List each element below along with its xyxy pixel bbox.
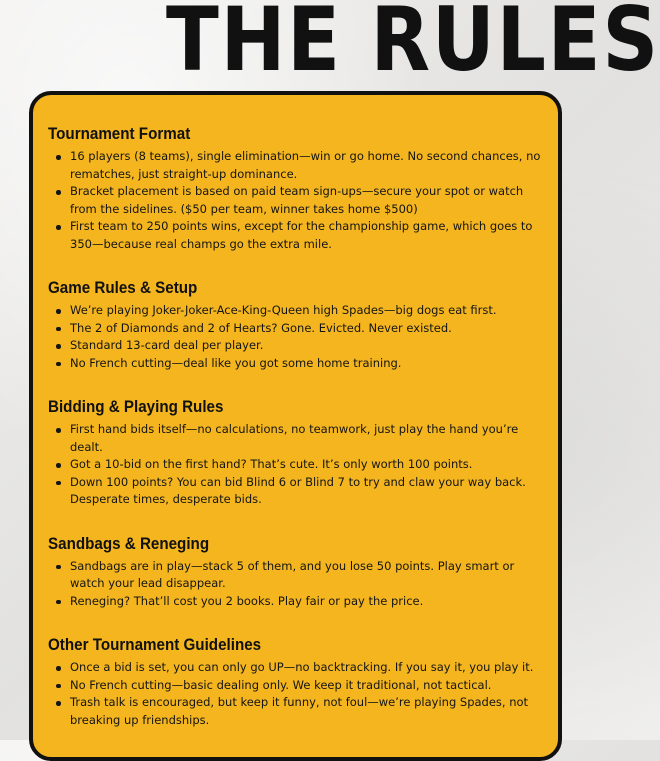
rules-list xyxy=(48,148,546,253)
list-item: No French cutting—deal like you got some home training. xyxy=(70,355,546,373)
rules-list xyxy=(48,659,546,729)
rules-list xyxy=(48,421,546,509)
section-other-tournament-guidelines xyxy=(48,636,546,729)
list-item: First team to 250 points wins, except for the championship game, which goes to 350—because real champs go the extra mile. xyxy=(70,218,546,253)
list-item: We’re playing Joker-Joker-Ace-King-Queen high Spades—big dogs eat first. xyxy=(70,302,546,320)
section-heading: Sandbags & Reneging xyxy=(48,534,210,553)
list-item: 16 players (8 teams), single elimination—win or go home. No second chances, no rematches, just straight-up dominance. xyxy=(70,148,546,183)
section-tournament-format xyxy=(48,125,546,253)
rules-panel xyxy=(29,91,562,761)
list-item: Once a bid is set, you can only go UP—no backtracking. If you say it, you play it. xyxy=(70,659,546,677)
rules-list xyxy=(48,302,546,372)
list-item: Down 100 points? You can bid Blind 6 or Blind 7 to try and claw your way back. Desperate times, desperate bids. xyxy=(70,474,546,509)
section-heading: Tournament Format xyxy=(48,125,191,143)
list-item: Got a 10-bid on the first hand? That’s cute. It’s only worth 100 points. xyxy=(70,456,546,474)
list-item: Standard 13-card deal per player. xyxy=(70,337,546,355)
section-heading: Game Rules & Setup xyxy=(48,279,198,297)
section-heading: Bidding & Playing Rules xyxy=(48,398,224,416)
page-title: THE RULES xyxy=(166,0,660,91)
list-item: No French cutting—basic dealing only. We keep it traditional, not tactical. xyxy=(70,677,546,695)
section-heading: Other Tournament Guidelines xyxy=(48,636,262,654)
list-item: Sandbags are in play—stack 5 of them, and you lose 50 points. Play smart or watch your lead disappear. xyxy=(70,558,546,593)
section-sandbags-reneging xyxy=(48,535,546,611)
list-item: Reneging? That’ll cost you 2 books. Play fair or pay the price. xyxy=(70,593,546,611)
list-item: Trash talk is encouraged, but keep it funny, not foul—we’re playing Spades, not breaking up friendships. xyxy=(70,694,546,729)
rules-list xyxy=(48,558,546,611)
section-game-rules-setup xyxy=(48,279,546,372)
list-item: The 2 of Diamonds and 2 of Hearts? Gone. Evicted. Never existed. xyxy=(70,320,546,338)
list-item: Bracket placement is based on paid team sign-ups—secure your spot or watch from the sidelines. ($50 per team, winner takes home $500) xyxy=(70,183,546,218)
list-item: First hand bids itself—no calculations, no teamwork, just play the hand you’re dealt. xyxy=(70,421,546,456)
section-bidding-playing-rules xyxy=(48,398,546,509)
